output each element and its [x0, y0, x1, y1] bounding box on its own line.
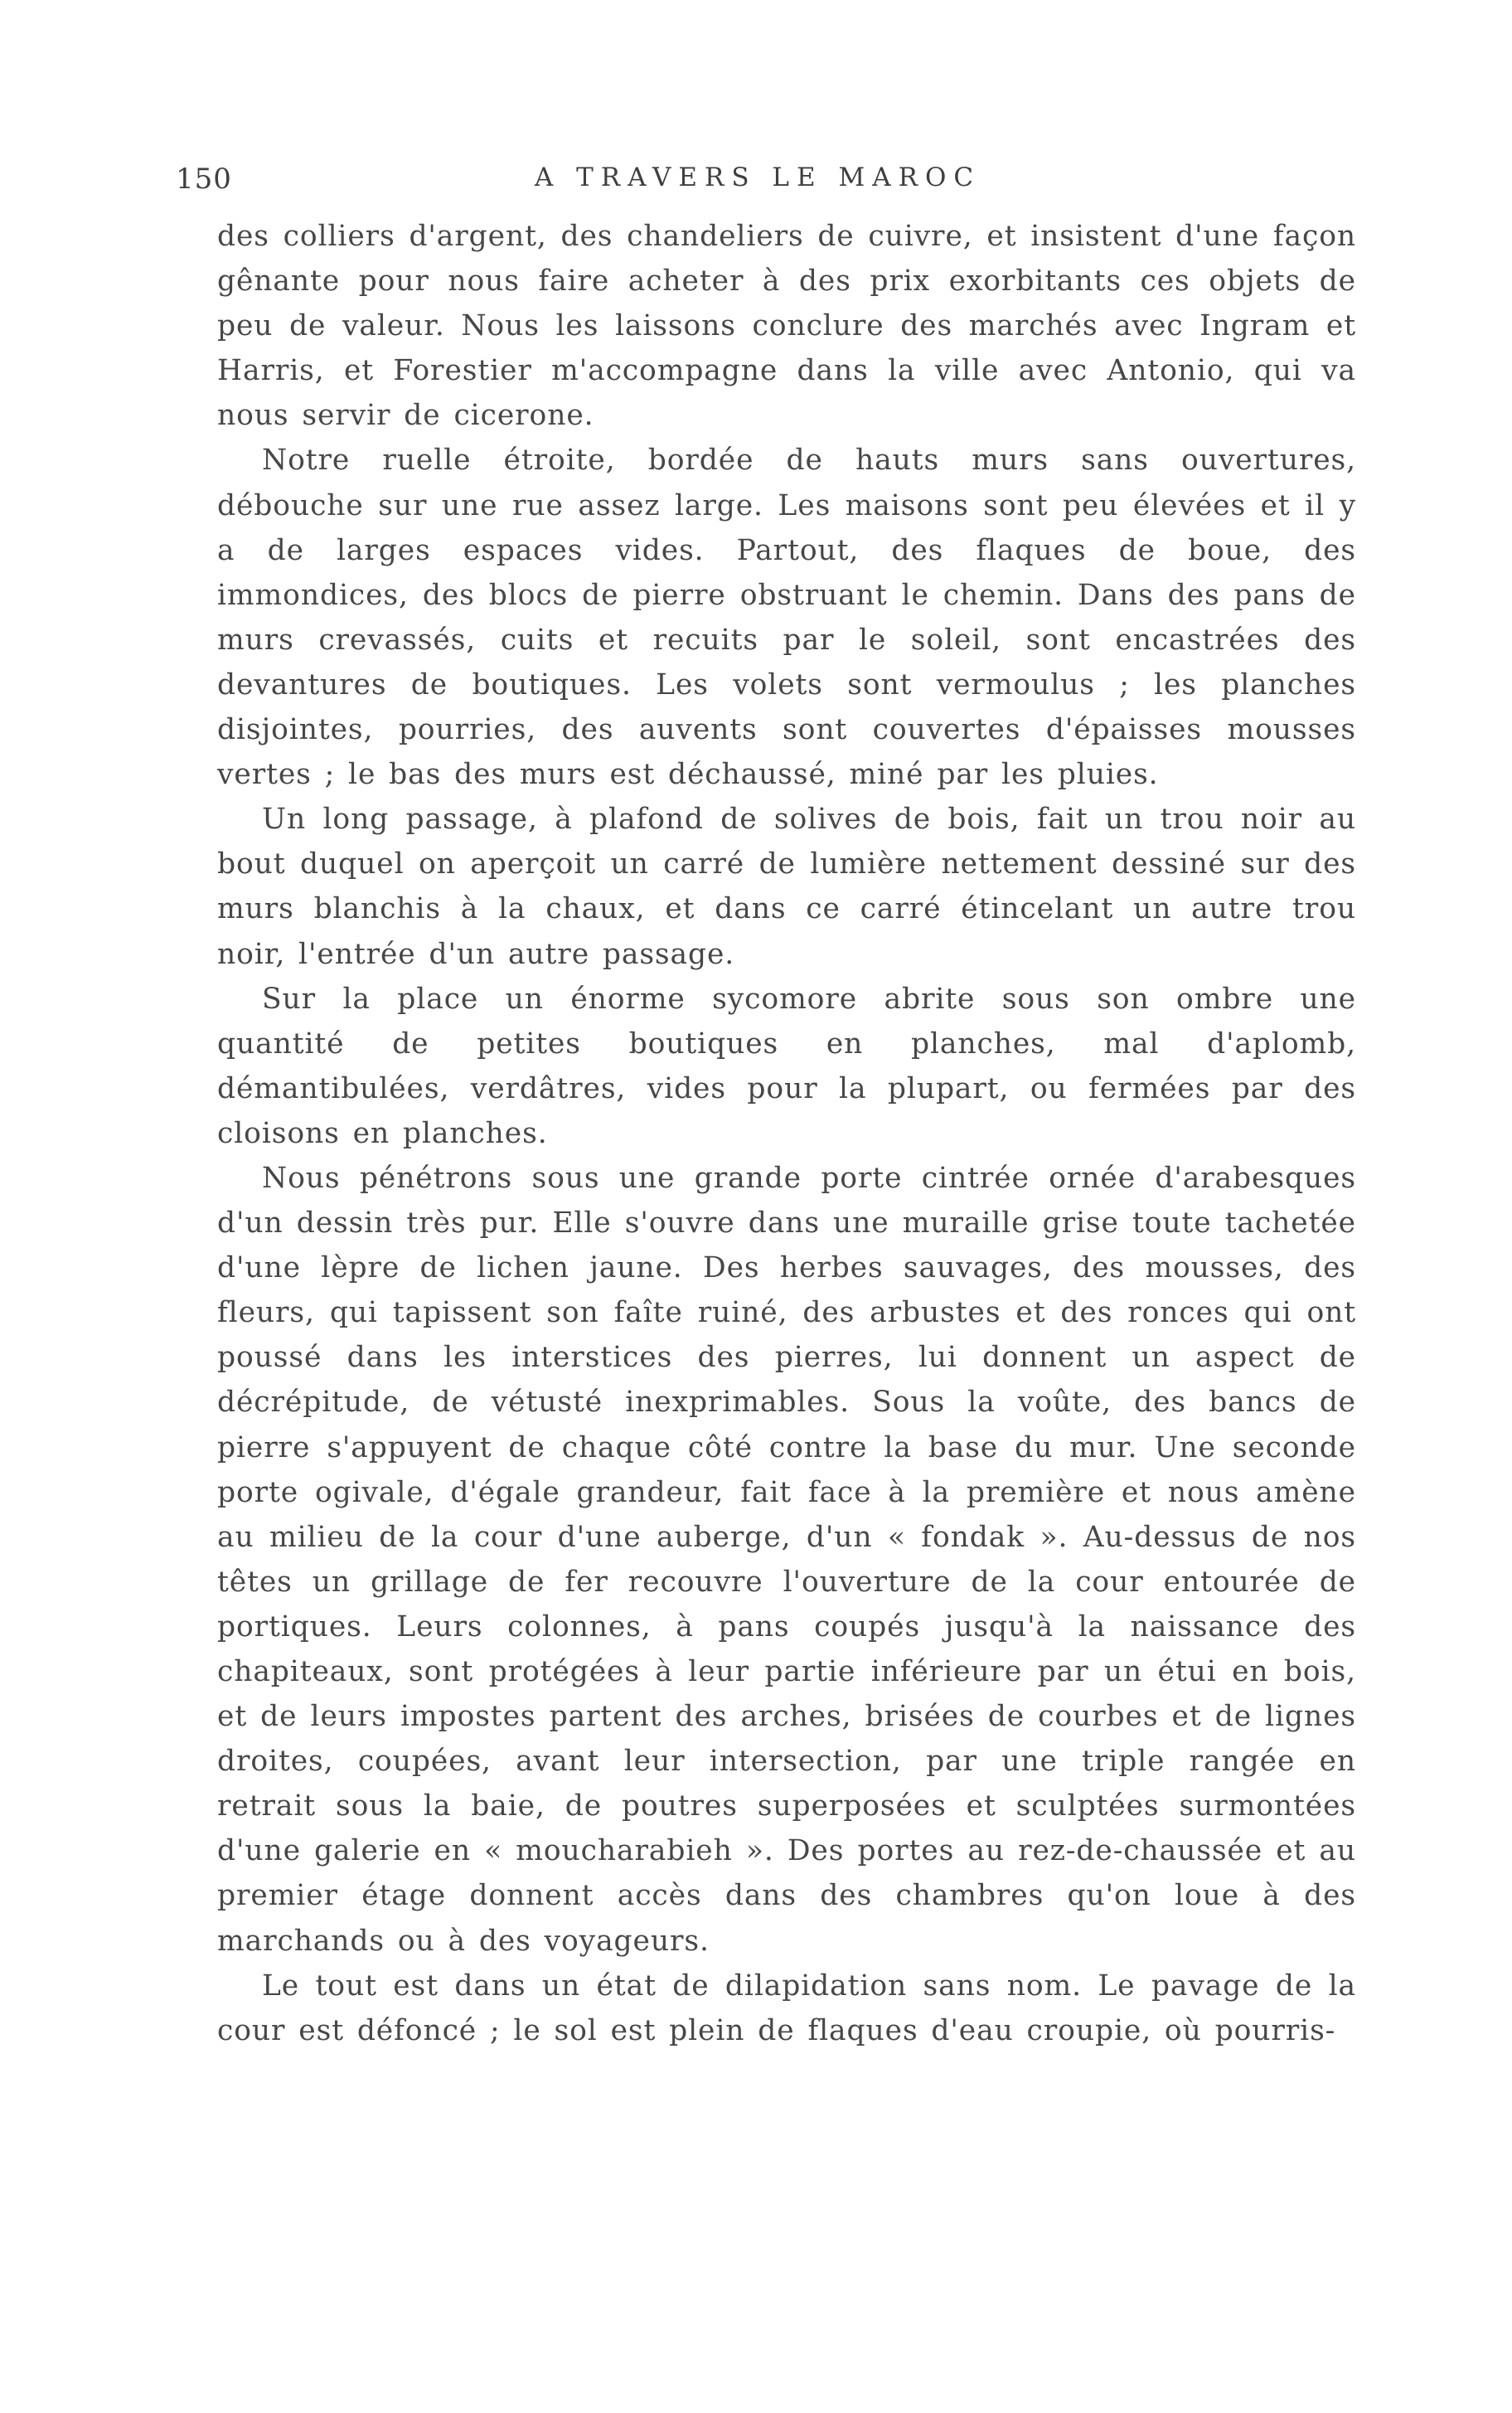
- running-title: A TRAVERS LE MAROC: [534, 163, 981, 192]
- paragraph-2: Notre ruelle étroite, bordée de hauts murs sans ouvertures, débouche sur une rue assez large. Les maisons sont peu élevées et il y a de larges espaces vides. Partout, des flaques de boue, des immondices, des blocs de pierre obstruant le chemin. Dans des pans de murs crevassés, cuits et recuits par le soleil, sont encastrées des devantures de boutiques. Les volets sont vermoulus ; les planches disjointes, pourries, des auvents sont couvertes d'épaisses mousses vertes ; le bas des murs est déchaussé, miné par les pluies.: [217, 444, 1356, 792]
- paragraph-1: des colliers d'argent, des chandeliers de cuivre, et insistent d'une façon gênante pour nous faire acheter à des prix exorbitants ces objets de peu de valeur. Nous les laissons conclure des marchés avec Ingram et Harris, et Forestier m'accompagne dans la ville avec Antonio, qui va nous servir de cicerone.: [217, 220, 1356, 433]
- page-number: 150: [176, 163, 232, 196]
- page-header: [176, 163, 1340, 206]
- paragraph-6: Le tout est dans un état de dilapidation sans nom. Le pavage de la cour est défoncé ; le sol est plein de flaques d'eau croupie, où pourris-: [217, 1969, 1356, 2047]
- paragraph-3: Un long passage, à plafond de solives de bois, fait un trou noir au bout duquel on aperçoit un carré de lumière nettement dessiné sur des murs blanchis à la chaux, et dans ce carré étincelant un autre trou noir, l'entrée d'un autre passage.: [217, 803, 1356, 971]
- body-text: [217, 214, 1356, 2053]
- paragraph-4: Sur la place un énorme sycomore abrite sous son ombre une quantité de petites boutiques en planches, mal d'aplomb, démantibulées, verdâtres, vides pour la plupart, ou fermées par des cloisons en planches.: [217, 982, 1356, 1150]
- paragraph-5: Nous pénétrons sous une grande porte cintrée ornée d'arabesques d'un dessin très pur. Elle s'ouvre dans une muraille grise toute tachetée d'une lèpre de lichen jaune. Des herbes sauvages, des mousses, des fleurs, qui tapissent son faîte ruiné, des arbustes et des ronces qui ont poussé dans les interstices des pierres, lui donnent un aspect de décrépitude, de vétusté inexprimables. Sous la voûte, des bancs de pierre s'appuyent de chaque côté contre la base du mur. Une seconde porte ogivale, d'égale grandeur, fait face à la première et nous amène au milieu de la cour d'une auberge, d'un « fondak ». Au-dessus de nos têtes un grillage de fer recouvre l'ouverture de la cour entourée de portiques. Leurs colonnes, à pans coupés jusqu'à la naissance des chapiteaux, sont protégées à leur partie inférieure par un étui en bois, et de leurs impostes partent des arches, brisées de courbes et de lignes droites, coupées, avant leur intersection, par une triple rangée en retrait sous la baie, de poutres superposées et sculptées surmontées d'une galerie en « moucharabieh ». Des portes au rez-de-chaussée et au premier étage donnent accès dans des chambres qu'on loue à des marchands ou à des voyageurs.: [217, 1161, 1356, 1958]
